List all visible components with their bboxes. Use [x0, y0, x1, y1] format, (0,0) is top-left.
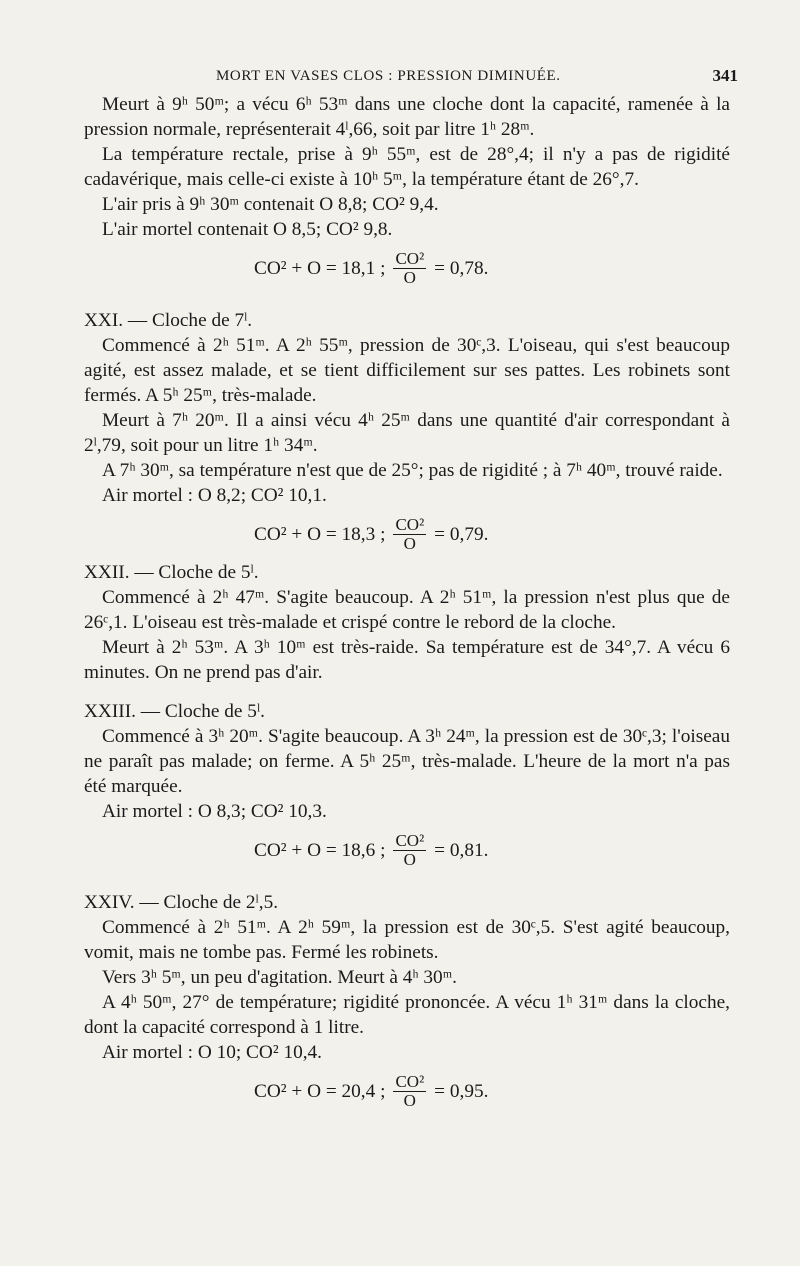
paragraph: Meurt à 9ʰ 50ᵐ; a vécu 6ʰ 53ᵐ dans une cloche dont la capacité, ramenée à la pression normale, représenterait 4ˡ,66, soit par litre 1ʰ 28ᵐ. — [84, 94, 730, 140]
paragraph: Commencé à 2ʰ 47ᵐ. S'agite beaucoup. A 2ʰ 51ᵐ, la pression n'est plus que de 26ᶜ,1. L'oiseau est très-malade et crispé contre le rebord de la cloche. — [84, 587, 730, 633]
formula-lhs: CO² + O = 18,1 ; — [254, 257, 386, 279]
formula-rhs: = 0,79. — [434, 523, 489, 545]
section-heading: XXI. — Cloche de 7ˡ. — [84, 310, 253, 331]
body-text — [84, 92, 730, 1117]
fraction-denominator: O — [403, 1090, 416, 1110]
paragraph: Commencé à 2ʰ 51ᵐ. A 2ʰ 59ᵐ, la pression est de 30ᶜ,5. S'est agité beaucoup, vomit, mais ne tombe pas. Fermé les robinets. — [84, 917, 730, 963]
formula-rhs: = 0,81. — [434, 839, 489, 861]
fraction-numerator: CO² — [395, 248, 425, 268]
paragraph: Meurt à 7ʰ 20ᵐ. Il a ainsi vécu 4ʰ 25ᵐ dans une quantité d'air correspondant à 2ˡ,79, soit pour un litre 1ʰ 34ᵐ. — [84, 410, 730, 456]
paragraph: Commencé à 3ʰ 20ᵐ. S'agite beaucoup. A 3ʰ 24ᵐ, la pression est de 30ᶜ,3; l'oiseau ne paraît pas malade; on ferme. A 5ʰ 25ᵐ, très-malade. L'heure de la mort n'a pas été marquée. — [84, 726, 730, 797]
fraction-numerator: CO² — [395, 830, 425, 850]
fraction-numerator: CO² — [395, 514, 425, 534]
formula — [254, 1065, 730, 1117]
formula-fraction — [393, 1073, 426, 1110]
formula-lhs: CO² + O = 18,6 ; — [254, 839, 386, 861]
paragraph: Air mortel : O 10; CO² 10,4. — [102, 1042, 323, 1063]
paragraph: L'air pris à 9ʰ 30ᵐ contenait O 8,8; CO² 9,4. — [102, 194, 439, 215]
formula-lhs: CO² + O = 20,4 ; — [254, 1080, 386, 1102]
formula-rhs: = 0,78. — [434, 257, 489, 279]
formula-fraction — [393, 250, 426, 287]
paragraph: L'air mortel contenait O 8,5; CO² 9,8. — [102, 219, 393, 240]
paragraph: Vers 3ʰ 5ᵐ, un peu d'agitation. Meurt à 4ʰ 30ᵐ. — [102, 967, 457, 988]
formula-fraction — [393, 832, 426, 869]
section-heading: XXIV. — Cloche de 2ˡ,5. — [84, 892, 279, 913]
paragraph: Air mortel : O 8,3; CO² 10,3. — [102, 801, 327, 822]
formula — [254, 824, 730, 876]
page-number: 341 — [712, 66, 738, 85]
paragraph: Meurt à 2ʰ 53ᵐ. A 3ʰ 10ᵐ est très-raide. Sa température est de 34°,7. A vécu 6 minutes. On ne prend pas d'air. — [84, 637, 730, 683]
fraction-denominator: O — [403, 533, 416, 553]
formula-fraction — [393, 516, 426, 553]
fraction-denominator: O — [403, 267, 416, 287]
formula-rhs: = 0,95. — [434, 1080, 489, 1102]
paragraph: Air mortel : O 8,2; CO² 10,1. — [102, 485, 327, 506]
paragraph: La température rectale, prise à 9ʰ 55ᵐ, est de 28°,4; il n'y a pas de rigidité cadavérique, mais celle-ci existe à 10ʰ 5ᵐ, la température étant de 26°,7. — [84, 144, 730, 190]
formula — [254, 242, 730, 294]
formula — [254, 508, 730, 560]
running-title: MORT EN VASES CLOS : PRESSION DIMINUÉE. — [216, 68, 561, 84]
section-heading: XXII. — Cloche de 5ˡ. — [84, 562, 259, 583]
fraction-numerator: CO² — [395, 1071, 425, 1091]
paragraph: Commencé à 2ʰ 51ᵐ. A 2ʰ 55ᵐ, pression de 30ᶜ,3. L'oiseau, qui s'est beaucoup agité, est assez malade, et se tient difficilement sur ses pattes. Les robinets sont fermés. A 5ʰ 25ᵐ, très-malade. — [84, 335, 730, 406]
paragraph: A 4ʰ 50ᵐ, 27° de température; rigidité prononcée. A vécu 1ʰ 31ᵐ dans la cloche, dont la capacité correspond à 1 litre. — [84, 992, 730, 1038]
paragraph: A 7ʰ 30ᵐ, sa température n'est que de 25°; pas de rigidité ; à 7ʰ 40ᵐ, trouvé raide. — [102, 460, 723, 481]
fraction-denominator: O — [403, 849, 416, 869]
section-heading: XXIII. — Cloche de 5ˡ. — [84, 701, 265, 722]
formula-lhs: CO² + O = 18,3 ; — [254, 523, 386, 545]
